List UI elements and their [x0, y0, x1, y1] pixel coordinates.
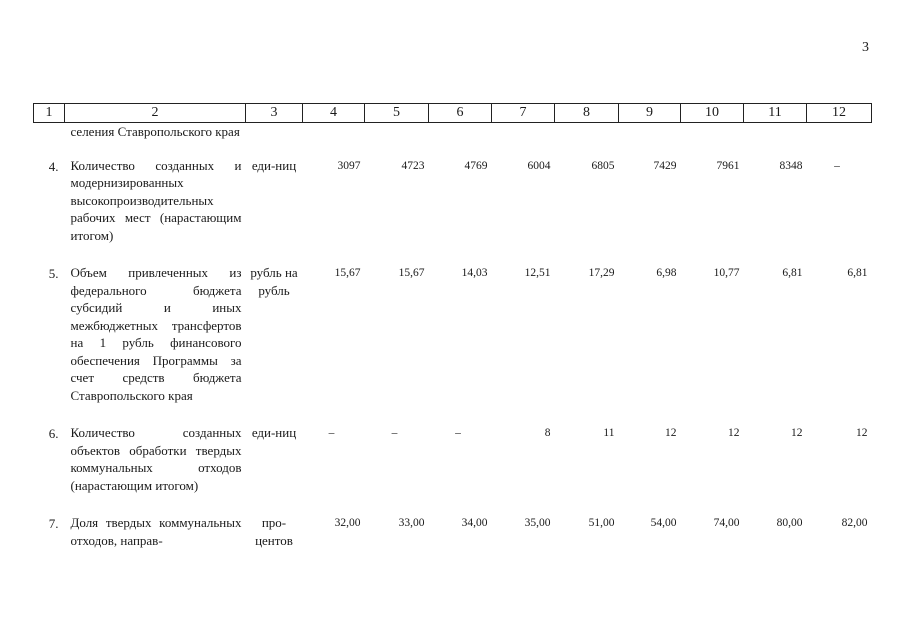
- row-value: 12: [665, 427, 677, 439]
- row-unit: еди-ниц: [251, 425, 297, 440]
- row-value: 7429: [653, 159, 677, 172]
- header-col-7: 7: [492, 104, 555, 123]
- row-value: 12,51: [524, 267, 551, 279]
- table-body: [34, 123, 872, 570]
- row-number: 7.: [48, 516, 59, 531]
- row-value: 4769: [464, 159, 488, 172]
- row-value: 3097: [337, 159, 361, 172]
- row-value: 6004: [527, 159, 551, 172]
- row-value: 12: [856, 427, 868, 439]
- row-indicator-name: Количество созданных объектов обработки твердых коммунальных отходов (нарастающим итогом): [70, 425, 242, 493]
- row-indicator-name: селения Ставропольского края: [70, 124, 240, 139]
- row-value: 6,98: [656, 267, 677, 279]
- row-number: [34, 123, 65, 157]
- row-value: 54,00: [650, 517, 677, 529]
- table-row: [34, 264, 872, 424]
- row-value: 12: [728, 427, 740, 439]
- row-value: [429, 123, 492, 157]
- row-value: 15,67: [398, 267, 425, 279]
- row-unit: [246, 123, 303, 157]
- row-value: [807, 123, 872, 157]
- row-value: 6805: [591, 159, 615, 172]
- row-value: 6,81: [782, 267, 803, 279]
- row-value: –: [834, 159, 840, 172]
- row-number: 5.: [48, 266, 59, 281]
- row-value: 82,00: [841, 517, 868, 529]
- table-row: [34, 424, 872, 514]
- header-col-5: 5: [365, 104, 429, 123]
- row-value: [744, 123, 807, 157]
- row-value: 74,00: [713, 517, 740, 529]
- header-col-10: 10: [681, 104, 744, 123]
- row-unit: еди-ниц: [251, 157, 297, 173]
- row-value: 15,67: [334, 267, 361, 279]
- header-col-1: 1: [34, 104, 65, 123]
- header-col-4: 4: [303, 104, 365, 123]
- row-value: 14,03: [461, 267, 488, 279]
- header-row: [34, 104, 872, 123]
- table-row: [34, 123, 872, 157]
- row-value: 80,00: [776, 517, 803, 529]
- row-value: –: [455, 427, 461, 439]
- header-col-9: 9: [619, 104, 681, 123]
- row-value: 32,00: [334, 517, 361, 529]
- row-value: [492, 123, 555, 157]
- row-unit: рубль на рубль: [250, 265, 298, 298]
- page-number: 3: [862, 40, 869, 55]
- row-value: 51,00: [588, 517, 615, 529]
- row-value: 8348: [779, 159, 803, 172]
- indicators-table: [33, 103, 872, 569]
- row-value: 17,29: [588, 267, 615, 279]
- row-number: 6.: [48, 426, 59, 441]
- table-row: [34, 157, 872, 265]
- row-value: [555, 123, 619, 157]
- table-row: [34, 514, 872, 569]
- row-indicator-name: Количество созданных и модернизированных высокопроизводительных рабочих мест (нарастающим итогом): [70, 157, 242, 243]
- row-value: 10,77: [713, 267, 740, 279]
- header-col-3: 3: [246, 104, 303, 123]
- row-number: 4.: [48, 158, 59, 174]
- row-value: –: [391, 427, 398, 439]
- row-value: 35,00: [524, 517, 551, 529]
- row-value: 34,00: [461, 517, 488, 529]
- header-col-6: 6: [429, 104, 492, 123]
- row-value: [619, 123, 681, 157]
- header-col-2: 2: [65, 104, 246, 123]
- row-value: 6,81: [847, 267, 868, 279]
- header-col-8: 8: [555, 104, 619, 123]
- row-value: 11: [603, 427, 615, 439]
- row-value: 33,00: [398, 517, 425, 529]
- row-value: 4723: [401, 159, 425, 172]
- row-value: [681, 123, 744, 157]
- row-unit: про-центов: [255, 515, 293, 548]
- row-value: [365, 123, 429, 157]
- row-value: –: [328, 427, 335, 439]
- header-col-12: 12: [807, 104, 872, 123]
- row-value: [303, 123, 365, 157]
- row-indicator-name: Объем привлеченных из федерального бюджета субсидий и иных межбюджетных трансфертов на 1 рубль финансового обеспечения Программы за счет средств бюджета Ставропольского края: [70, 265, 242, 403]
- table-header: [34, 104, 872, 123]
- row-value: 8: [544, 427, 551, 439]
- row-value: 7961: [716, 159, 740, 172]
- row-value: 12: [791, 427, 803, 439]
- header-col-11: 11: [744, 104, 807, 123]
- row-indicator-name: Доля твердых коммунальных отходов, направ-: [70, 515, 242, 548]
